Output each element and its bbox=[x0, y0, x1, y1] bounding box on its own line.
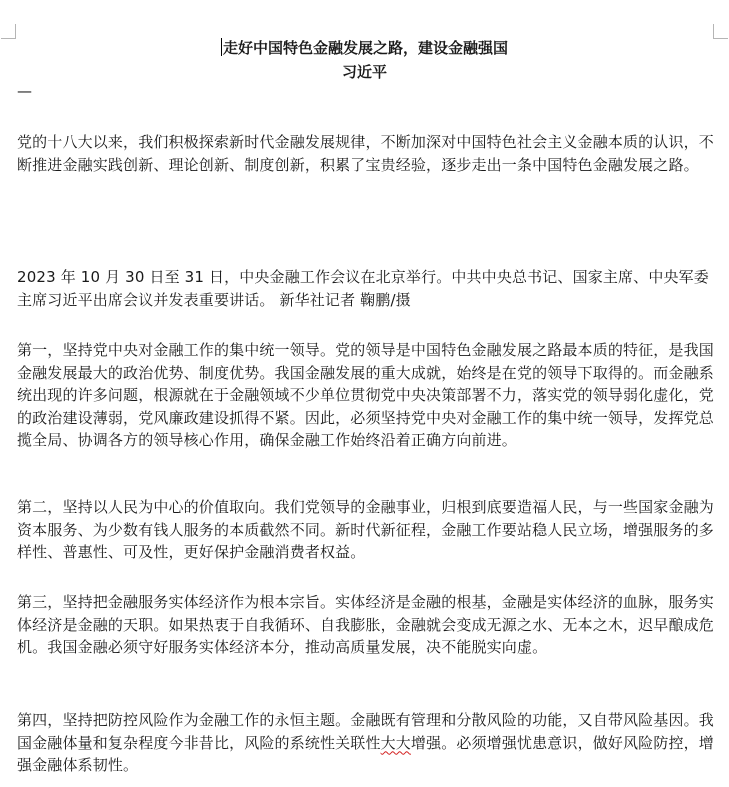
paragraph-text-before: 第四，坚持把防控风险作为金融工作的永恒主题。金融既有管理和分散风险的功能，又自带风险基因。我国金融体量和复杂程度今非昔比，风险的系统性关联性 bbox=[17, 711, 714, 752]
text-cursor bbox=[221, 38, 222, 56]
paragraph-intro[interactable]: 党的十八大以来，我们积极探索新时代金融发展规律，不断加深对中国特色社会主义金融本质的认识，不断推进金融实践创新、理论创新、制度创新，积累了宝贵经验，逐步走出一条中国特色金融发展之路。 bbox=[17, 133, 714, 174]
paragraph-point-three[interactable]: 第三，坚持把金融服务实体经济作为根本宗旨。实体经济是金融的根基，金融是实体经济的血脉，服务实体经济是金融的天职。如果热衷于自我循环、自我膨胀，金融就会变成无源之水、无本之木，迟早酿成危机。我国金融必须守好服务实体经济本分，推动高质量发展，决不能脱实向虚。 bbox=[17, 593, 714, 656]
paragraph-photo-caption[interactable]: 2023 年 10 月 30 日至 31 日，中央金融工作会议在北京举行。中共中央总书记、国家主席、中央军委主席习近平出席会议并发表重要讲话。 新华社记者 鞠鹏/摄 bbox=[17, 268, 709, 309]
separator-dash[interactable]: — bbox=[17, 82, 32, 100]
document-title[interactable] bbox=[0, 37, 729, 59]
paragraph-point-one[interactable]: 第一，坚持党中央对金融工作的集中统一领导。党的领导是中国特色金融发展之路最本质的特征，是我国金融发展最大的政治优势、制度优势。我国金融发展的重大成就，始终是在党的领导下取得的。而金融系统出现的许多问题，根源就在于金融领域不少单位贯彻党中央决策部署不力，落实党的领导弱化虚化，党的政治建设薄弱，党风廉政建设抓得不紧。因此，必须坚持党中央对金融工作的集中统一领导，发挥党总揽全局、协调各方的领导核心作用，确保金融工作始终沿着正确方向前进。 bbox=[17, 341, 714, 449]
title-text: 走好中国特色金融发展之路，建设金融强国 bbox=[222, 39, 508, 57]
spellcheck-flagged-word[interactable]: 大大 bbox=[380, 733, 411, 752]
paragraph-point-four[interactable] bbox=[17, 709, 717, 777]
paragraph-text-after: 增强。必须增强忧患意识，做好风险防控，增强金融体系韧性。 bbox=[17, 733, 714, 774]
paragraph-point-two[interactable]: 第二，坚持以人民为中心的价值取向。我们党领导的金融事业，归根到底要造福人民，与一些国家金融为资本服务、为少数有钱人服务的本质截然不同。新时代新征程，金融工作要站稳人民立场，增强服务的多样性、普惠性、可及性，更好保护金融消费者权益。 bbox=[17, 498, 714, 561]
document-author[interactable]: 习近平 bbox=[341, 63, 387, 81]
